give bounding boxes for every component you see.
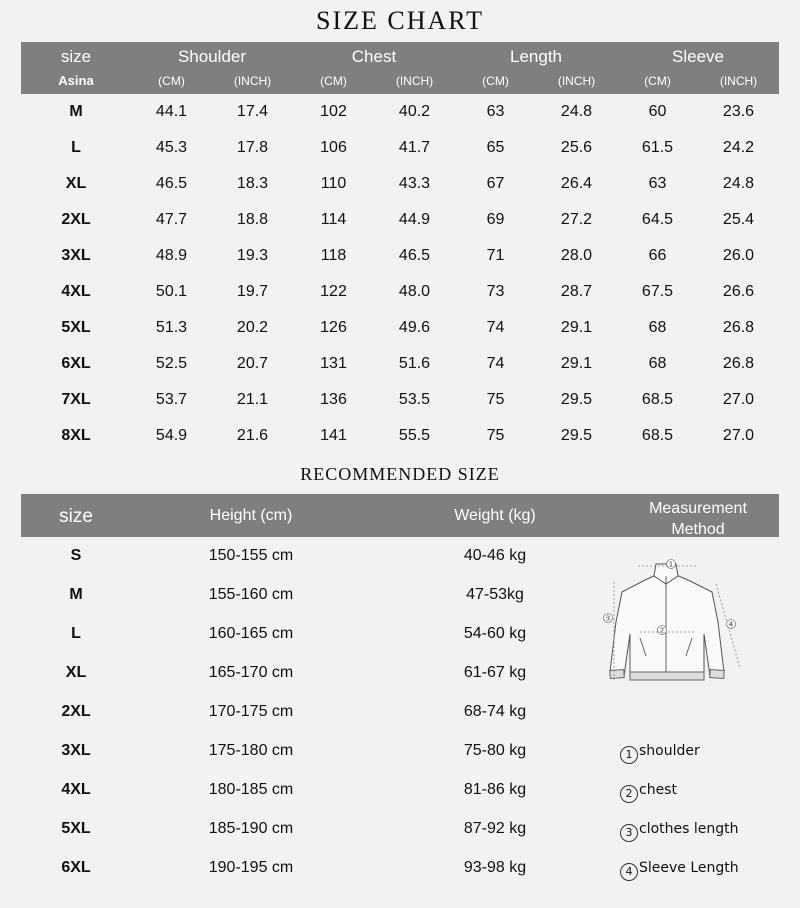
cell-chest-inch: 44.9 (398, 211, 431, 228)
size-chart-title: SIZE CHART (316, 6, 484, 35)
cell-weight: 75-80 kg (463, 742, 527, 759)
size-chart-header (21, 42, 779, 94)
cell-sleeve-cm: 66 (648, 247, 667, 264)
marker-3: 3 (605, 614, 611, 623)
cell-height: 165-170 cm (208, 664, 294, 681)
cell-sleeve-inch: 24.2 (722, 139, 755, 156)
size-row (21, 166, 779, 202)
cell-length-inch: 26.4 (560, 175, 593, 192)
cell-length-inch: 25.6 (560, 139, 593, 156)
cell-chest-inch: 41.7 (398, 139, 431, 156)
cell-size: 4XL (61, 283, 91, 300)
header-length: Length (510, 47, 562, 66)
cell-weight: 87-92 kg (463, 820, 527, 837)
size-chart-body (21, 94, 779, 454)
cell-length-inch: 29.1 (560, 355, 593, 372)
cell-chest-inch: 40.2 (398, 103, 431, 120)
cell-chest-inch: 53.5 (398, 391, 431, 408)
cell-weight: 68-74 kg (463, 703, 527, 720)
cell-sleeve-cm: 68 (648, 319, 667, 336)
cell-shoulder-cm: 48.9 (155, 247, 188, 264)
legend-label: chest (639, 782, 677, 798)
cell-length-inch: 29.5 (560, 427, 593, 444)
cell-weight: 47-53kg (466, 586, 524, 603)
header-size: size (59, 506, 93, 527)
cell-size: 6XL (61, 859, 91, 876)
cell-size: 6XL (61, 355, 91, 372)
cell-length-inch: 28.7 (560, 283, 593, 300)
cell-size: 4XL (61, 781, 91, 798)
unit-cm: (CM) (482, 74, 509, 88)
cell-sleeve-cm: 60 (648, 103, 667, 120)
cell-length-cm: 74 (486, 355, 505, 372)
size-chart-table (21, 42, 779, 454)
cell-weight: 93-98 kg (463, 859, 527, 876)
legend-item (620, 860, 739, 881)
cell-size: 5XL (61, 319, 91, 336)
header-chest: Chest (351, 47, 397, 66)
recommended-size-title: RECOMMENDED SIZE (300, 464, 500, 484)
recommended-header (21, 494, 779, 537)
cell-sleeve-inch: 24.8 (722, 175, 755, 192)
cell-chest-cm: 122 (320, 283, 347, 300)
legend-label: clothes length (639, 821, 739, 837)
cell-size: 8XL (61, 427, 91, 444)
size-row (21, 94, 779, 130)
cell-length-inch: 24.8 (560, 103, 593, 120)
unit-cm: (CM) (644, 74, 671, 88)
cell-shoulder-inch: 18.8 (236, 211, 269, 228)
cell-height: 160-165 cm (208, 625, 294, 642)
cell-chest-inch: 55.5 (398, 427, 431, 444)
cell-length-cm: 63 (486, 103, 505, 120)
cell-chest-inch: 48.0 (398, 283, 431, 300)
cell-shoulder-cm: 44.1 (155, 103, 188, 120)
cell-chest-inch: 43.3 (398, 175, 431, 192)
cell-height: 170-175 cm (208, 703, 294, 720)
cell-sleeve-inch: 27.0 (722, 427, 755, 444)
legend-item (620, 821, 739, 842)
size-row (21, 310, 779, 346)
legend-number: 1 (620, 746, 638, 764)
size-row (21, 130, 779, 166)
header-asina: Asina (58, 73, 94, 88)
cell-sleeve-inch: 23.6 (722, 103, 755, 120)
unit-inch: (INCH) (557, 74, 596, 88)
cell-sleeve-inch: 25.4 (722, 211, 755, 228)
marker-2: 2 (659, 626, 665, 635)
cell-shoulder-cm: 52.5 (155, 355, 188, 372)
size-row (21, 382, 779, 418)
cell-shoulder-inch: 20.2 (236, 319, 269, 336)
cell-chest-cm: 141 (320, 427, 347, 444)
cell-chest-cm: 136 (320, 391, 347, 408)
cell-sleeve-cm: 63 (648, 175, 667, 192)
cell-shoulder-cm: 46.5 (155, 175, 188, 192)
legend-item (620, 782, 677, 803)
cell-shoulder-inch: 21.1 (236, 391, 269, 408)
unit-inch: (INCH) (233, 74, 272, 88)
cell-chest-inch: 46.5 (398, 247, 431, 264)
cell-weight: 61-67 kg (463, 664, 527, 681)
header-weight: Weight (kg) (454, 507, 536, 524)
cell-shoulder-cm: 54.9 (155, 427, 188, 444)
cell-chest-cm: 114 (320, 211, 347, 228)
cell-shoulder-cm: 47.7 (155, 211, 188, 228)
cell-chest-inch: 49.6 (398, 319, 431, 336)
cell-height: 150-155 cm (208, 547, 294, 564)
recommended-row (21, 693, 779, 732)
cell-size: 7XL (61, 391, 91, 408)
cell-shoulder-inch: 18.3 (236, 175, 269, 192)
cell-size: M (69, 586, 83, 603)
cell-shoulder-inch: 17.8 (236, 139, 269, 156)
cell-chest-inch: 51.6 (398, 355, 431, 372)
cell-height: 185-190 cm (208, 820, 294, 837)
header-method-line2: Method (671, 521, 725, 538)
size-row (21, 346, 779, 382)
size-row (21, 238, 779, 274)
cell-sleeve-cm: 64.5 (641, 211, 674, 228)
cell-height: 180-185 cm (208, 781, 294, 798)
cell-sleeve-inch: 26.8 (722, 319, 755, 336)
cell-chest-cm: 110 (320, 175, 347, 192)
legend-number: 3 (620, 824, 638, 842)
cell-shoulder-inch: 19.3 (236, 247, 269, 264)
cell-size: XL (65, 664, 87, 681)
cell-size: 2XL (61, 211, 91, 228)
cell-size: 3XL (61, 247, 91, 264)
cell-shoulder-inch: 17.4 (236, 103, 269, 120)
unit-inch: (INCH) (395, 74, 434, 88)
cell-shoulder-cm: 45.3 (155, 139, 188, 156)
marker-4: 4 (728, 620, 734, 629)
cell-size: 3XL (61, 742, 91, 759)
jacket-outline (610, 574, 724, 680)
cell-sleeve-inch: 26.6 (722, 283, 755, 300)
cell-length-inch: 29.5 (560, 391, 593, 408)
cell-length-cm: 69 (486, 211, 505, 228)
cell-size: L (71, 139, 81, 156)
cell-size: L (71, 625, 81, 642)
header-measurement-method (617, 498, 779, 540)
cell-length-cm: 74 (486, 319, 505, 336)
cell-chest-cm: 131 (320, 355, 347, 372)
cell-size: 5XL (61, 820, 91, 837)
cell-length-inch: 28.0 (560, 247, 593, 264)
cell-weight: 81-86 kg (463, 781, 527, 798)
cell-sleeve-cm: 68 (648, 355, 667, 372)
cell-sleeve-cm: 68.5 (641, 427, 674, 444)
cell-length-cm: 75 (486, 427, 505, 444)
cell-sleeve-cm: 61.5 (641, 139, 674, 156)
cell-chest-cm: 102 (320, 103, 347, 120)
jacket-hem (630, 672, 704, 680)
marker-1: 1 (668, 560, 674, 569)
size-row (21, 418, 779, 454)
cell-sleeve-inch: 26.0 (722, 247, 755, 264)
cell-size: S (70, 547, 82, 564)
cell-height: 175-180 cm (208, 742, 294, 759)
cell-height: 190-195 cm (208, 859, 294, 876)
header-shoulder: Shoulder (177, 47, 247, 66)
cell-shoulder-inch: 21.6 (236, 427, 269, 444)
cell-height: 155-160 cm (208, 586, 294, 603)
cell-sleeve-cm: 68.5 (641, 391, 674, 408)
jacket-measurement-diagram (600, 552, 750, 694)
size-row (21, 202, 779, 238)
unit-cm: (CM) (158, 74, 185, 88)
unit-inch: (INCH) (719, 74, 758, 88)
cell-shoulder-inch: 20.7 (236, 355, 269, 372)
cell-length-inch: 29.1 (560, 319, 593, 336)
jacket-cuff-left (610, 670, 625, 679)
cell-sleeve-inch: 27.0 (722, 391, 755, 408)
header-height: Height (cm) (209, 507, 293, 524)
legend-label: shoulder (639, 743, 700, 759)
legend-number: 2 (620, 785, 638, 803)
cell-shoulder-inch: 19.7 (236, 283, 269, 300)
cell-size: M (69, 103, 83, 120)
unit-cm: (CM) (320, 74, 347, 88)
cell-shoulder-cm: 53.7 (155, 391, 188, 408)
header-method-line1: Measurement (649, 500, 747, 517)
cell-chest-cm: 126 (320, 319, 347, 336)
cell-sleeve-inch: 26.8 (722, 355, 755, 372)
legend-number: 4 (620, 863, 638, 881)
jacket-cuff-right (710, 670, 725, 679)
cell-length-inch: 27.2 (560, 211, 593, 228)
header-sleeve: Sleeve (672, 47, 724, 66)
cell-shoulder-cm: 50.1 (155, 283, 188, 300)
cell-length-cm: 73 (486, 283, 505, 300)
cell-sleeve-cm: 67.5 (641, 283, 674, 300)
legend-item (620, 743, 700, 764)
cell-length-cm: 71 (486, 247, 505, 264)
cell-shoulder-cm: 51.3 (155, 319, 188, 336)
size-row (21, 274, 779, 310)
cell-chest-cm: 106 (320, 139, 347, 156)
cell-length-cm: 65 (486, 139, 505, 156)
cell-size: 2XL (61, 703, 91, 720)
cell-weight: 40-46 kg (463, 547, 527, 564)
cell-length-cm: 67 (486, 175, 505, 192)
legend-label: Sleeve Length (639, 860, 739, 876)
cell-size: XL (65, 175, 87, 192)
cell-weight: 54-60 kg (463, 625, 527, 642)
cell-length-cm: 75 (486, 391, 505, 408)
cell-chest-cm: 118 (320, 247, 347, 264)
header-size: size (60, 47, 92, 66)
